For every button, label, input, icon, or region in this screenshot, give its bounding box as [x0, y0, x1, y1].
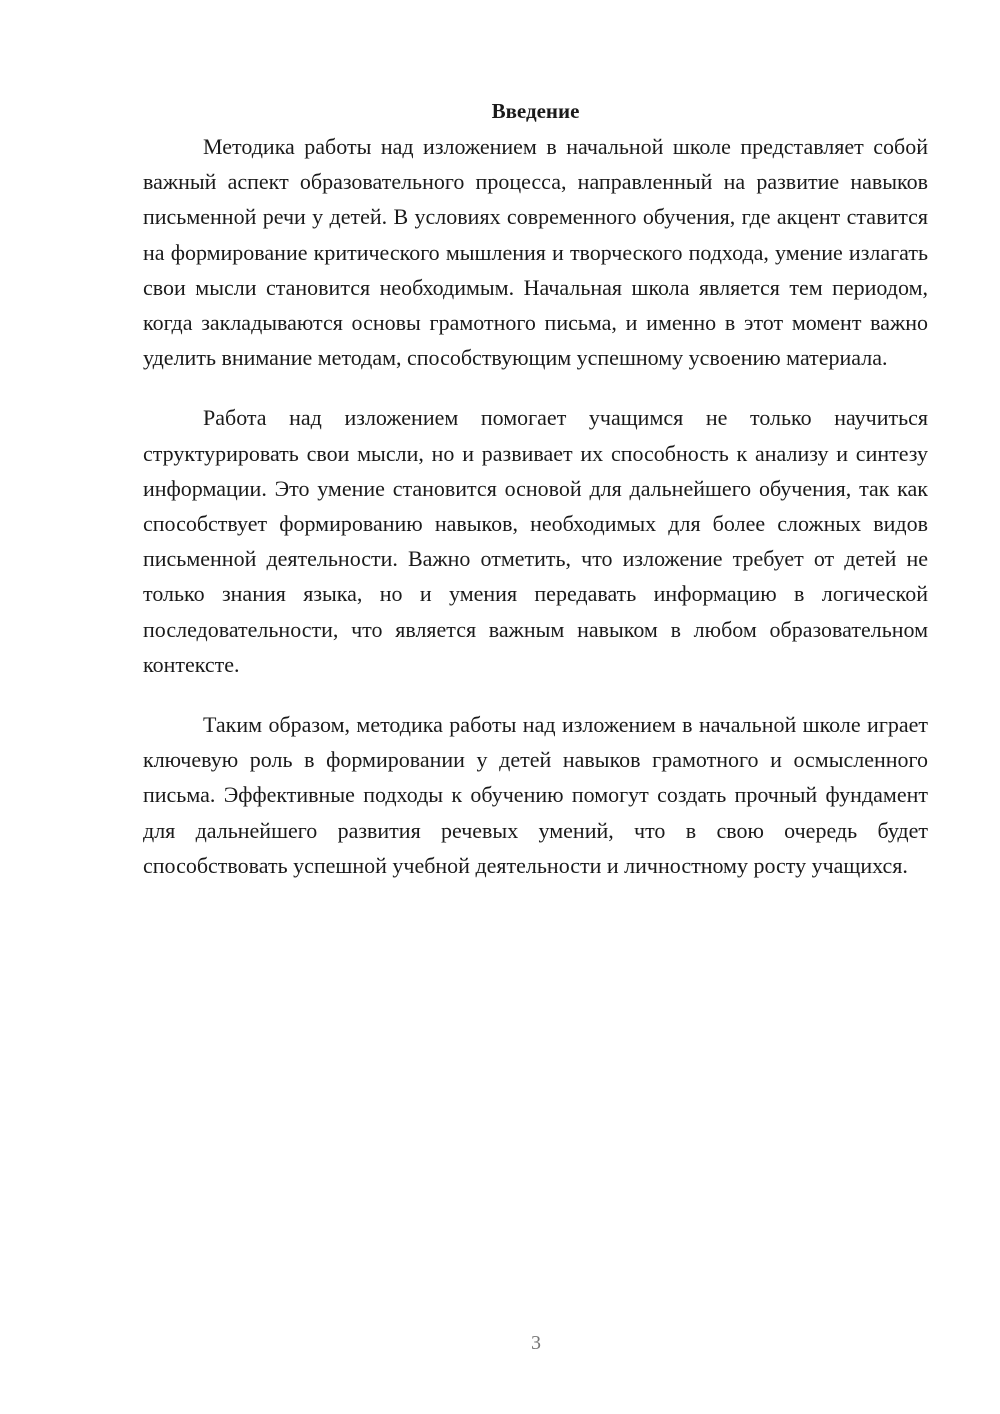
- paragraph-3: Таким образом, методика работы над изложением в начальной школе играет ключевую роль в формировании у детей навыков грамотного и осмысленного письма. Эффективные подходы к обучению помогут создать прочный фундамент для дальнейшего развития речевых умений, что в свою очередь будет способствовать успешной учебной деятельности и личностному росту учащихся.: [143, 712, 928, 878]
- paragraph-1: Методика работы над изложением в начальной школе представляет собой важный аспект образовательного процесса, направленный на развитие навыков письменной речи у детей. В условиях современного обучения, где акцент ставится на формирование критического мышления и творческого подхода, умение излагать свои мысли становится необходимым. Начальная школа является тем периодом, когда закладываются основы грамотного письма, и именно в этот момент важно уделить внимание методам, способствующим успешному усвоению материала.: [143, 134, 928, 371]
- paragraph-2: Работа над изложением помогает учащимся не только научиться структурировать свои мысли, но и развивает их способность к анализу и синтезу информации. Это умение становится основой для дальнейшего обучения, так как способствует формированию навыков, необходимых для более сложных видов письменной деятельности. Важно отметить, что изложение требует от детей не только знания языка, но и умения передавать информацию в логической последовательности, что является важным навыком в любом образовательном контексте.: [143, 405, 928, 677]
- page-content: [143, 93, 928, 883]
- section-heading: Введение: [491, 99, 580, 123]
- page-number: 3: [531, 1332, 541, 1354]
